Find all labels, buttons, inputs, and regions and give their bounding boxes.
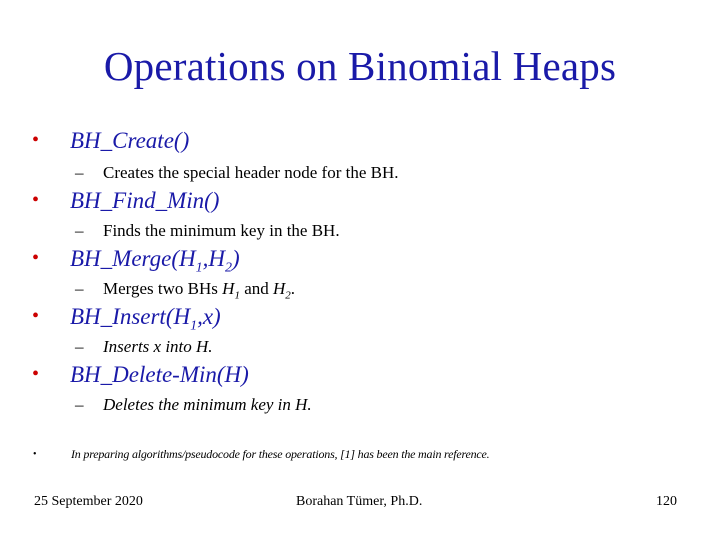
note-text: In preparing algorithms/pseudocode for these operations, [1] has been the main reference.: [71, 447, 490, 461]
operation-name: BH_Find_Min(): [70, 188, 220, 213]
operation-create-description: [75, 163, 399, 183]
operation-name-part: ,H: [202, 246, 225, 271]
description-text: Inserts x into H.: [103, 337, 213, 356]
footer-page-number: 120: [656, 494, 677, 509]
footer-date: 25 September 2020: [34, 494, 143, 509]
operation-name-part: BH_Insert(H: [70, 304, 191, 329]
operation-name: BH_Create(): [70, 128, 190, 153]
description-text: Merges two BHs: [103, 279, 223, 298]
dash: –: [75, 395, 84, 414]
operation-merge-description: [75, 279, 295, 301]
dash: –: [75, 221, 84, 240]
dash: –: [75, 337, 84, 356]
bullet: •: [32, 363, 40, 385]
operation-create: [32, 128, 189, 154]
subscript: 1: [190, 318, 198, 334]
footer-author: Borahan Tümer, Ph.D.: [296, 494, 423, 509]
math-var: [273, 279, 291, 302]
operation-insert-description: [75, 337, 213, 357]
operation-name-part: ): [231, 246, 240, 271]
operation-name-part: ,x): [197, 304, 221, 329]
description-text: Creates the special header node for the BH.: [103, 163, 399, 182]
bullet: •: [33, 449, 37, 460]
dash: –: [75, 163, 84, 182]
operation-name-part: BH_Merge(H: [70, 246, 196, 271]
subscript: 2: [224, 260, 232, 276]
operation-delete-min-description: [75, 395, 312, 415]
dash: –: [75, 279, 84, 298]
operation-name: BH_Delete-Min(H): [70, 362, 249, 387]
reference-note: [33, 447, 489, 462]
operation-merge: [32, 246, 240, 277]
math-var: [222, 279, 240, 302]
operation-find-min: [32, 188, 219, 214]
bullet: •: [32, 305, 40, 327]
operation-insert: [32, 304, 221, 335]
description-text: .: [290, 279, 296, 298]
var-h: H: [273, 279, 286, 298]
bullet: •: [32, 189, 40, 211]
operation-find-min-description: [75, 221, 340, 241]
description-text: and: [239, 279, 273, 298]
operation-delete-min: [32, 362, 249, 388]
bullet: •: [32, 129, 40, 151]
slide-title: Operations on Binomial Heaps: [103, 43, 617, 89]
var-h: H: [222, 279, 235, 298]
subscript: 1: [195, 260, 203, 276]
subscript: 1: [234, 289, 240, 302]
description-text: Finds the minimum key in the BH.: [103, 221, 340, 240]
bullet: •: [32, 247, 40, 269]
description-text: Deletes the minimum key in H.: [103, 395, 312, 414]
subscript: 2: [285, 289, 291, 302]
